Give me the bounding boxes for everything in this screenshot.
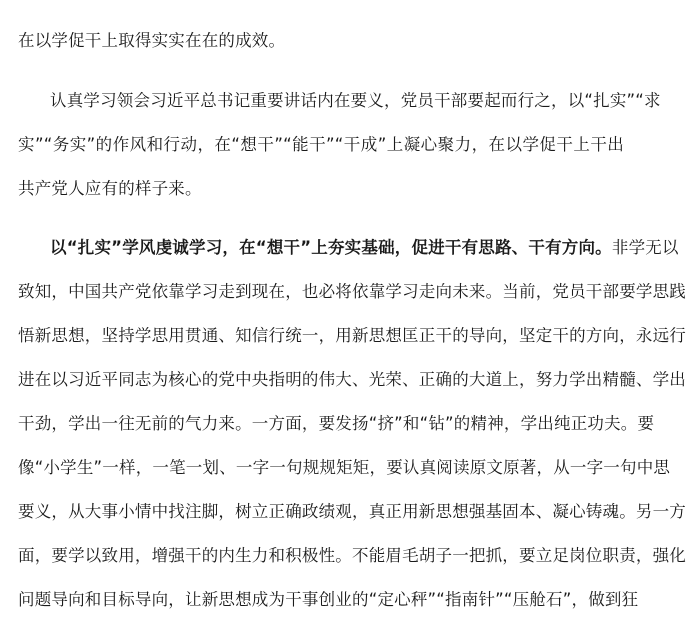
paragraph-3-line-7: 要义，从大事小情中找注脚，树立正确政绩观，真正用新思想强基固本、凝心铸魂。另一方 <box>18 502 686 521</box>
paragraph-3-line-6: 像“小学生”一样，一笔一划、一字一句规规矩矩，要认真阅读原文原著，从一字一句中思 <box>18 458 671 477</box>
paragraph-3-line-2: 致知，中国共产党依靠学习走到现在，也必将依靠学习走向未来。当前，党员干部要学思践 <box>18 282 686 301</box>
paragraph-3-line-3: 悟新思想，坚持学思用贯通、知信行统一，用新思想匡正干的导向，坚定干的方向，永远行 <box>18 326 686 345</box>
paragraph-3-line-8: 面，要学以致用，增强干的内生力和积极性。不能眉毛胡子一把抓，要立足岗位职责，强化 <box>18 546 686 565</box>
paragraph-3-line-9: 问题导向和目标导向，让新思想成为干事创业的“定心秤”“指南针”“压舱石”，做到狂 <box>18 590 639 609</box>
paragraph-2-line-3: 共产党人应有的样子来。 <box>18 179 202 198</box>
paragraph-2-line-1: 认真学习领会习近平总书记重要讲话内在要义，党员干部要起而行之，以“扎实”“求 <box>50 91 661 110</box>
paragraph-3-line-4: 进在以习近平同志为核心的党中央指明的伟大、光荣、正确的大道上，努力学出精髓、学出 <box>18 370 686 389</box>
paragraph-3-line-1 <box>50 238 679 258</box>
paragraph-2-line-2: 实”“务实”的作风和行动，在“想干”“能干”“干成”上凝心聚力，在以学促干上干出 <box>18 135 624 154</box>
paragraph-3-lead-tail: 非学无以 <box>611 238 679 257</box>
paragraph-3-lead-sentence: 以“扎实”学风虔诚学习，在“想干”上夯实基础，促进干有思路、干有方向。 <box>50 238 612 257</box>
paragraph-1-line-1: 在以学促干上取得实实在在的成效。 <box>18 31 286 50</box>
paragraph-3-line-5: 干劲，学出一往无前的气力来。一方面，要发扬“挤”和“钻”的精神，学出纯正功夫。要 <box>18 414 655 433</box>
